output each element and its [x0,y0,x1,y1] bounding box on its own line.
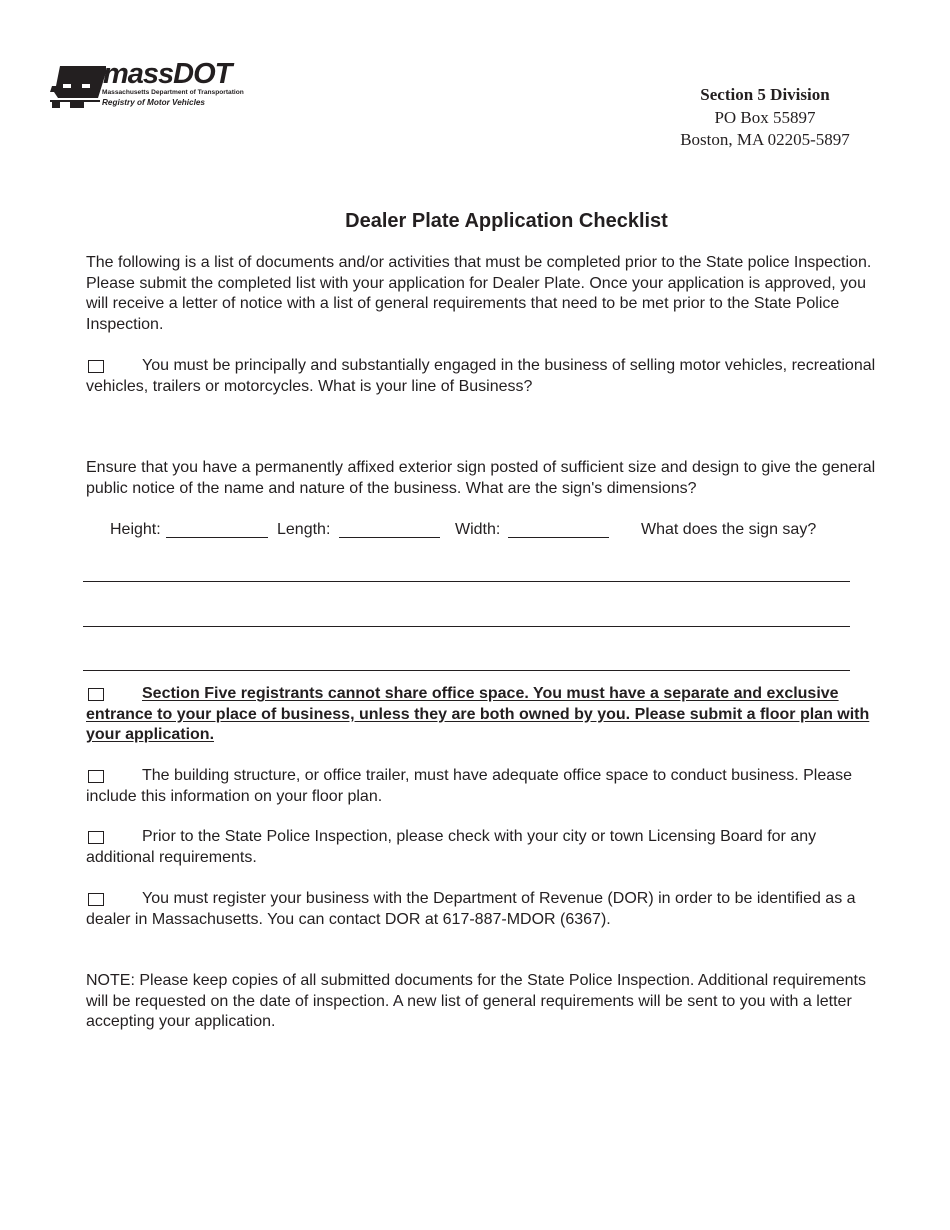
address-city: Boston, MA 02205-5897 [680,130,850,149]
height-input-line[interactable] [166,537,268,538]
checklist-item-line-of-business: You must be principally and substantially engaged in the business of selling motor vehicles, recreational vehicles, trailers or motorcycles. What is your line of Business? [86,357,876,395]
width-input-line[interactable] [508,537,609,538]
sign-text-question: What does the sign say? [641,521,817,538]
address-division: Section 5 Division [700,85,830,104]
sign-text-line-1[interactable] [83,581,850,582]
checklist-item-office-space: Section Five registrants cannot share office space. You must have a separate and exclusive entrance to your place of business, unless they are both owned by you. Please submit a floor plan with your application. [86,685,870,743]
checklist-item-dor-registration: You must register your business with the Department of Revenue (DOR) in order to be identified as a dealer in Massachusetts. You can contact DOR at 617-887-MDOR (6367). [86,890,856,928]
length-input-line[interactable] [339,537,440,538]
logo-subtitle-department: Massachusetts Department of Transportation [102,89,244,96]
mailing-address [640,84,890,152]
page-title: Dealer Plate Application Checklist [345,210,668,232]
intro-paragraph: The following is a list of documents and/or activities that must be completed prior to the State police Inspection. Please submit the completed list with your application for Dealer Plate. Once your application is approved, you will receive a letter of notice with a list of general requirements that need to be met prior to the State Police Inspection. [86,254,872,333]
sign-text-line-3[interactable] [83,670,850,671]
note-paragraph: NOTE: Please keep copies of all submitted documents for the State Police Inspection. Additional requirements will be requested on the date of inspection. A new list of general requirements will be sent to you with a letter accepting your application. [86,972,866,1030]
sign-text-line-2[interactable] [83,626,850,627]
logo-wordmark: massDOT [103,58,232,90]
height-label: Height: [110,521,161,538]
car-logo-icon [50,62,106,112]
massdot-logo [50,58,270,112]
width-label: Width: [455,521,501,538]
checklist-item-building-structure: The building structure, or office trailer, must have adequate office space to conduct business. Please include this information on your floor plan. [86,767,853,805]
address-po-box: PO Box 55897 [714,107,816,127]
checklist-item-licensing-board: Prior to the State Police Inspection, please check with your city or town Licensing Board for any additional requirements. [86,828,817,866]
length-label: Length: [277,521,331,538]
sign-paragraph: Ensure that you have a permanently affixed exterior sign posted of sufficient size and design to give the general public notice of the name and nature of the business. What are the sign's dimensions? [86,459,876,497]
logo-subtitle-registry: Registry of Motor Vehicles [102,98,205,107]
